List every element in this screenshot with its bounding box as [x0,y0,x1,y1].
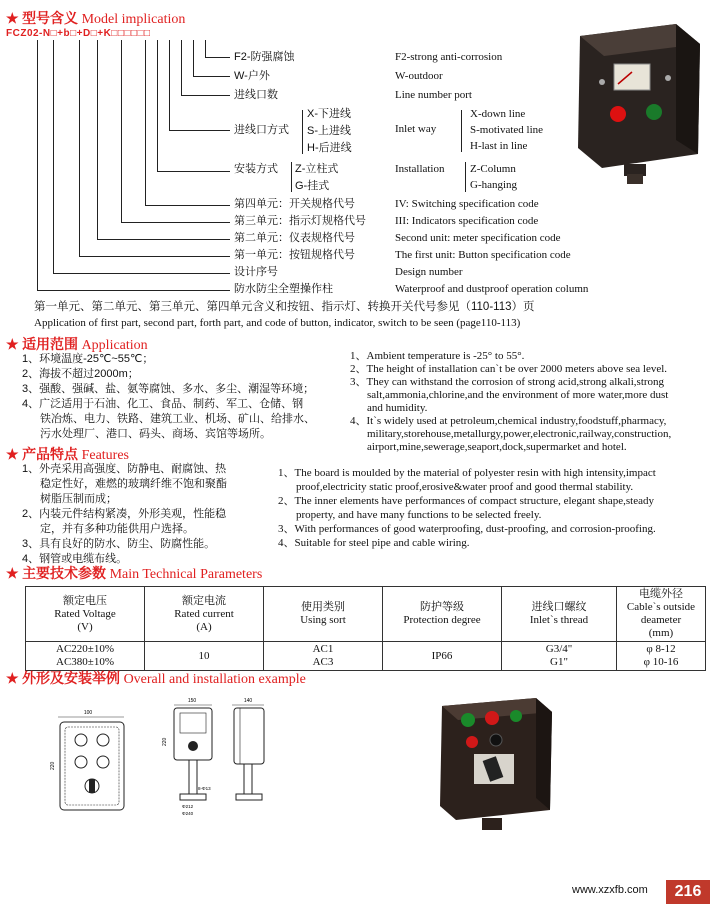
model-item-en-9: Design number [395,266,463,278]
inlet-en-2: H-last in line [470,140,528,152]
model-note-cn: 第一单元、第二单元、第三单元、第四单元含义和按钮、指示灯、转换开关代号参见（110-113）页 [34,301,535,313]
feat-cn-0: 1、外壳采用高强度、防静电、耐腐蚀、热 [22,463,227,475]
drawing-column-side [226,696,276,814]
model-item-cn-8: 第一单元：按钮规格代号 [234,249,355,261]
dim-h1: 220 [50,761,56,770]
app-cn-1: 2、海拔不超过2000m； [22,368,139,380]
star-icon: ★ [6,12,19,27]
install-en-1: G-hanging [470,179,518,191]
td-current: 10 [145,642,264,671]
dim-d1: Φ212 [182,804,194,809]
feat-cn-5: 3、具有良好的防水、防尘、防腐性能。 [22,538,216,550]
app-en-1: 2、The height of installation can`t be over 2000 meters above sea level. [350,363,668,375]
app-cn-5: 污水处理厂、港口、码头、商场、宾馆等场所。 [40,428,271,440]
model-item-en-4: Installation [395,163,445,175]
th-cable: 电缆外径 Cable`s outside deameter (mm) [617,587,706,642]
model-item-cn-0: F2-防强腐蚀 [234,51,295,63]
model-item-cn-2: 进线口数 [234,89,278,101]
dim-w1: 100 [83,710,93,716]
th-voltage: 额定电压 Rated Voltage (V) [26,587,145,642]
install-cn-1: G-挂式 [295,180,330,192]
dim-d2: Φ240 [182,811,194,816]
feat-cn-1: 稳定性好，难燃的玻璃纤维不饱和聚酯 [40,478,227,490]
dim-h2: 220 [162,737,168,746]
th-thread: 进线口螺纹 Inlet`s thread [502,587,617,642]
app-cn-4: 铁冶炼、电力、铁路、建筑工业、机场、矿山、给排水、 [40,413,315,425]
overall-section-title: ★ 外形及安装举例 Overall and installation example [6,670,306,687]
model-item-en-6: III: Indicators specification code [395,215,539,227]
app-en-4: and humidity. [367,402,428,414]
product-photo-top [572,22,704,188]
drawing-front-view [48,708,138,816]
model-item-cn-5: 第四单元：开关规格代号 [234,198,355,210]
feat-cn-4: 定，并有多种功能供用户选择。 [40,523,194,535]
model-item-cn-1: W-户外 [234,70,270,82]
model-item-en-1: W-outdoor [395,70,443,82]
feat-en-0: 1、The board is moulded by the material of polyester resin with high intensity,impact [278,467,656,479]
app-cn-0: 1、环境温度-25℃~55℃； [22,353,154,365]
model-note-en: Application of first part, second part, forth part, and code of button, indicator, switch to be seen (page110-113) [34,317,521,329]
drawing-column-front [158,696,228,820]
model-item-en-0: F2-strong anti-corrosion [395,51,503,63]
params-data-row [26,642,706,671]
star-icon: ★ [6,338,19,353]
model-item-cn-3: 进线口方式 [234,124,289,136]
install-cn-0: Z-立柱式 [295,163,339,175]
app-en-2: 3、They can withstand the corrosion of strong acid,strong alkali,strong [350,376,665,388]
star-icon: ★ [6,672,19,687]
inlet-cn-2: H-后进线 [307,142,352,154]
app-en-6: military,storehouse,metallurgy,power,electronic,railway,construction, [367,428,672,440]
dim-w3: 140 [243,698,253,704]
features-section-title: ★ 产品特点 Features [6,446,129,463]
feat-cn-6: 4、钢管或电缆布线。 [22,553,128,565]
star-icon: ★ [6,567,19,582]
app-en-0: 1、Ambient temperature is -25° to 55°. [350,350,525,362]
td-protection: IP66 [383,642,502,671]
td-sort: AC1 AC3 [264,642,383,671]
params-table [25,586,706,671]
model-item-cn-6: 第三单元：指示灯规格代号 [234,215,366,227]
inlet-en-0: X-down line [470,108,526,120]
model-item-cn-10: 防水防尘全塑操作柱 [234,283,333,295]
feat-cn-3: 2、内装元件结构紧凑，外形美观，性能稳 [22,508,227,520]
feat-en-5: 4、Suitable for steel pipe and cable wiring. [278,537,470,549]
model-item-cn-9: 设计序号 [234,266,278,278]
model-item-en-7: Second unit: meter specification code [395,232,561,244]
th-sort: 使用类别 Using sort [264,587,383,642]
th-current: 额定电流 Rated current (A) [145,587,264,642]
feat-en-2: 2、The inner elements have performances of compact structure, elegant shape,steady [278,495,654,507]
app-en-3: salt,ammonia,chlorine,and the environment of more water,more dust [367,389,669,401]
th-protection: 防护等级 Protection degree [383,587,502,642]
td-thread: G3/4" G1" [502,642,617,671]
feat-cn-2: 树脂压制而成； [40,493,117,505]
feat-en-3: property, and have many functions to be selected freely. [296,509,542,521]
install-en-0: Z-Column [470,163,516,175]
params-header-row [26,587,706,642]
model-item-en-5: IV: Switching specification code [395,198,539,210]
feat-en-4: 3、With performances of good waterproofing, dust-proofing, and corrosion-proofing. [278,523,656,535]
app-en-5: 4、It`s widely used at petroleum,chemical industry,foodstuff,pharmacy, [350,415,667,427]
inlet-cn-0: X-下进线 [307,108,351,120]
star-icon: ★ [6,448,19,463]
model-item-cn-7: 第二单元：仪表规格代号 [234,232,355,244]
application-section-title: ★ 适用范围 Application [6,336,148,353]
app-en-7: airport,mine,sewerage,seaport,dock,supermarket and hotel. [367,441,627,453]
model-item-en-8: The first unit: Button specification code [395,249,571,261]
feat-en-1: proof,electricity static proof,erosive&water proof and good thermal stability. [296,481,634,493]
td-cable: φ 8-12 φ 10-16 [617,642,706,671]
model-item-cn-4: 安装方式 [234,163,278,175]
page-number: 216 [666,880,710,904]
inlet-en-1: S-motivated line [470,124,544,136]
dim-r1: 8-Φ13 [198,786,211,791]
app-cn-3: 4、广泛适用于石油、化工、食品、制药、军工、仓储、钢 [22,398,304,410]
model-item-en-3: Inlet way [395,123,437,135]
dim-w2: 150 [187,698,197,704]
inlet-cn-1: S-上进线 [307,125,351,137]
params-section-title: ★ 主要技术参数 Main Technical Parameters [6,565,263,582]
model-code: FCZ02-N□+b□+D□+K□□□□□□ [6,28,151,39]
footer-url: www.xzxfb.com [572,884,648,896]
app-cn-2: 3、强酸、强碱、盐、氨等腐蚀、多水、多尘、潮湿等环境； [22,383,315,395]
model-section-title: ★ 型号含义 Model implication [6,10,186,27]
model-item-en-10: Waterproof and dustproof operation column [395,283,589,295]
model-item-en-2: Line number port [395,89,472,101]
td-voltage: AC220±10% AC380±10% [26,642,145,671]
product-photo-bottom [436,692,556,832]
